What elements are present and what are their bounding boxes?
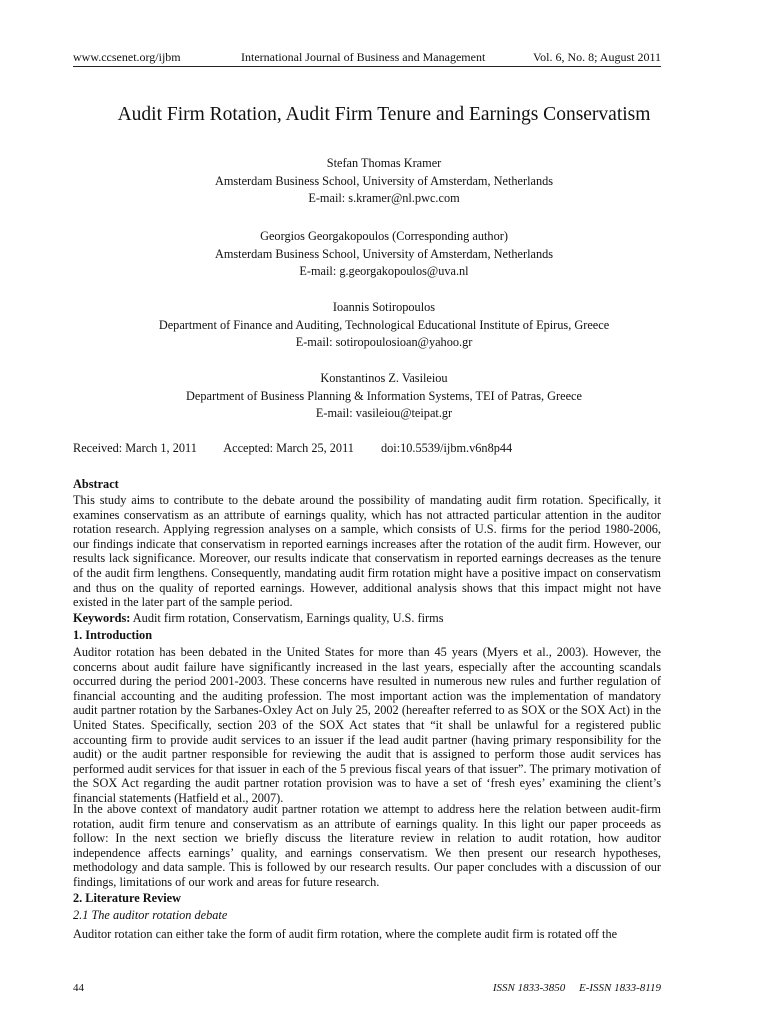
keywords-text: Audit firm rotation, Conservatism, Earnings quality, U.S. firms — [130, 611, 444, 625]
author-affiliation: Amsterdam Business School, University of Amsterdam, Netherlands — [214, 173, 554, 188]
introduction-body-2 — [73, 802, 661, 890]
author-block-4 — [60, 370, 708, 423]
paper-title: Audit Firm Rotation, Audit Firm Tenure and Earnings Conservatism — [117, 104, 651, 125]
keywords-label: Keywords: — [73, 611, 131, 625]
literature-heading: 2. Literature Review — [73, 891, 182, 905]
abstract-paragraph: This study aims to contribute to the debate around the possibility of mandating audit firm rotation. Specifically, it examines conservatism as an attribute of earnings quality, which has not attracted particular attention in the auditor rotation research. Applying regression analyses on a sample, which consists of U.S. firms for the period 1980-2006, our findings indicate that conservatism in reported earnings increases after the rotation of the audit firm. However, our results lack significance. Moreover, our results indicate that conservatism in reported earnings decreases as the tenure of the audit firm lengthens. Consequently, mandating audit firm rotation might have a positive impact on conservatism and thus on the quality of reported earnings. However, additional analysis shows that this impact might not have existed in the later part of the sample period. — [73, 493, 661, 610]
doi[interactable]: doi:10.5539/ijbm.v6n8p44 — [381, 441, 513, 455]
author-email[interactable]: E-mail: sotiropoulosioan@yahoo.gr — [295, 335, 473, 349]
author-block-1 — [60, 155, 708, 208]
literature-subheading: 2.1 The auditor rotation debate — [73, 908, 228, 922]
author-email[interactable]: E-mail: s.kramer@nl.pwc.com — [308, 191, 460, 205]
author-name: Georgios Georgakopoulos (Corresponding author) — [260, 229, 508, 243]
author-name: Ioannis Sotiropoulos — [332, 300, 436, 314]
author-affiliation: Department of Finance and Auditing, Technological Educational Institute of Epirus, Greece — [158, 317, 610, 332]
author-block-2 — [60, 228, 708, 281]
page-number: 44 — [73, 982, 84, 994]
accepted-date: Accepted: March 25, 2011 — [223, 441, 354, 455]
literature-body — [73, 927, 661, 942]
received-date: Received: March 1, 2011 — [73, 441, 197, 455]
journal-url[interactable]: www.ccsenet.org/ijbm — [73, 50, 181, 64]
author-affiliation: Department of Business Planning & Information Systems, TEI of Patras, Greece — [186, 388, 582, 403]
introduction-paragraph-1: Auditor rotation has been debated in the United States for more than 45 years (Myers et al., 2003). However, the concerns about audit failure have significantly increased in the last years, especially after the accounting scandals occurred during the period 2001-2003. These concerns have resulted in numerous new rules and further regulation of financial accounting and the auditing profession. The most important action was the implementation of mandatory audit partner rotation by the Sarbanes-Oxley Act on July 25, 2002 (hereafter referred to as SOX or the SOX Act) in the United States. Specifically, section 203 of the SOX Act states that “it shall be unlawful for a registered public accounting firm to provide audit services to an issuer if the lead audit partner (having primary responsibility for the audit) or the audit partner responsible for reviewing the audit that is assigned to perform those audit services has performed audit services for that issuer in each of the 5 previous fiscal years of that issuer”. The primary motivation of the SOX Act regarding the audit partner rotation provision was to have a set of ‘fresh eyes’ examining the client’s financial statements (Hatfield et al., 2007). — [73, 645, 661, 805]
abstract-text — [73, 493, 661, 610]
keywords-line — [73, 611, 661, 626]
abstract-heading: Abstract — [73, 477, 119, 491]
literature-paragraph: Auditor rotation can either take the form of audit firm rotation, where the complete audit firm is rotated off the — [73, 927, 618, 941]
volume-info: Vol. 6, No. 8; August 2011 — [532, 50, 661, 64]
author-name: Stefan Thomas Kramer — [326, 156, 442, 170]
publication-dates — [73, 441, 536, 456]
introduction-paragraph-2: In the above context of mandatory audit partner rotation we attempt to address here the relation between audit-firm rotation, audit firm tenure and conservatism as an attribute of earnings quality. In this light our paper proceeds as follow: In the next section we briefly discuss the literature review in relation to audit rotation, how auditor independence affects earnings’ quality, and earnings conservatism. We then present our research hypotheses, methodology and data sample. This is followed by our research results. Our paper concludes with a discussion of our findings, limitations of our work and areas for future research. — [73, 802, 661, 889]
author-block-3 — [60, 299, 708, 352]
author-name: Konstantinos Z. Vasileiou — [320, 371, 448, 385]
running-header — [73, 48, 661, 67]
journal-name: International Journal of Business and Management — [241, 50, 486, 64]
author-email[interactable]: E-mail: vasileiou@teipat.gr — [315, 406, 453, 420]
introduction-heading: 1. Introduction — [73, 628, 153, 642]
issn-info: ISSN 1833-3850 E-ISSN 1833-8119 — [492, 982, 661, 994]
author-email[interactable]: E-mail: g.georgakopoulos@uva.nl — [299, 264, 469, 278]
author-affiliation: Amsterdam Business School, University of Amsterdam, Netherlands — [214, 246, 554, 261]
introduction-body — [73, 645, 661, 806]
